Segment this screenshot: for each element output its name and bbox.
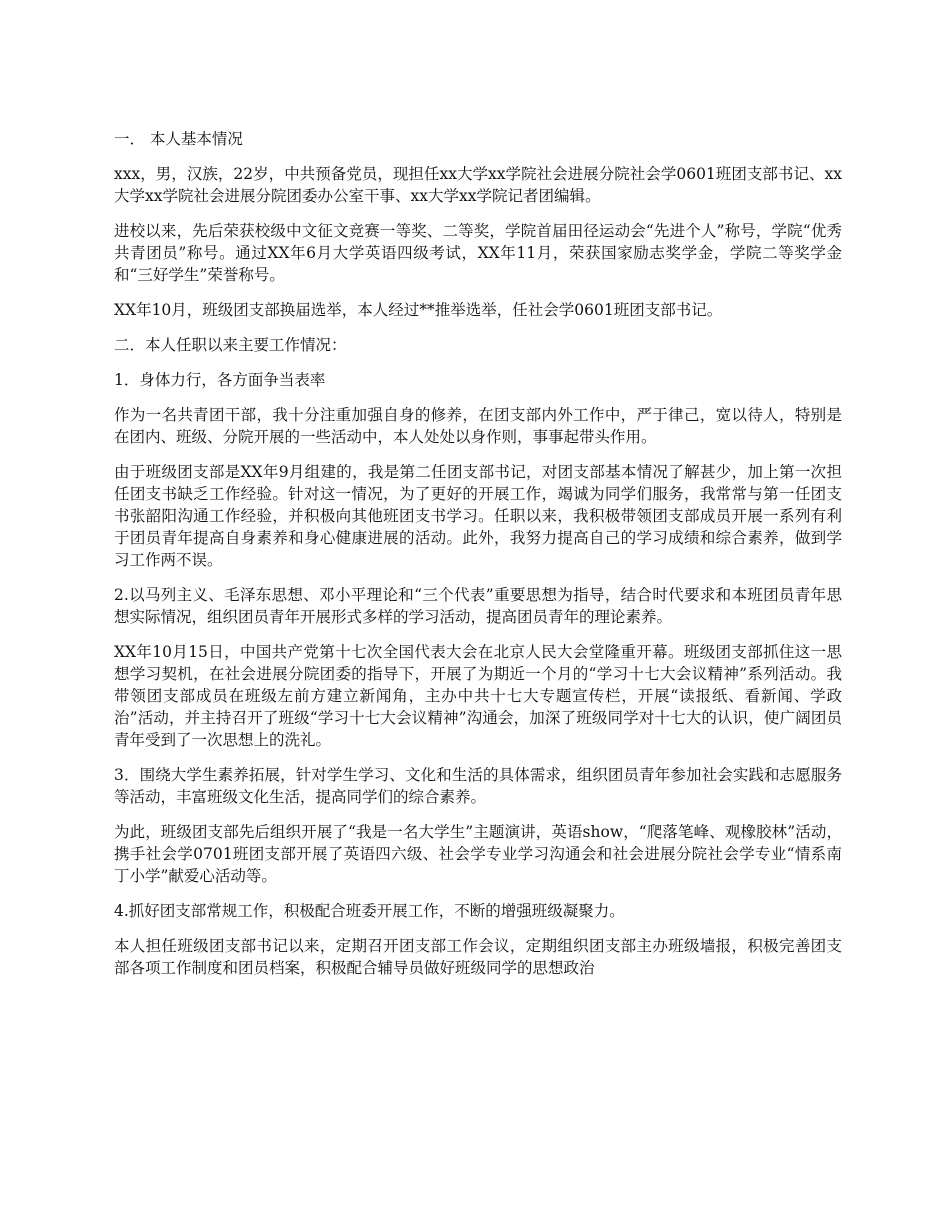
paragraph-awards: 进校以来，先后荣获校级中文征文竞赛一等奖、二等奖，学院首届田径运动会“先进个人”称号，学院“优秀共青团员”称号。通过XX年6月大学英语四级考试，XX年11月，荣获国家励志奖学金，学院二等奖学金和“三好学生”荣誉称号。 — [114, 222, 842, 284]
subheading-routine-work: 4.抓好团支部常规工作，积极配合班委开展工作，不断的增强班级凝聚力。 — [114, 902, 625, 920]
section-heading-work: 二．本人任职以来主要工作情况： — [114, 336, 347, 354]
subheading-quality-development: 3．围绕大学生素养拓展，针对学生学习、文化和生活的具体需求，组织团员青年参加社会实践和志愿服务等活动，丰富班级文化生活，提高同学们的综合素养。 — [114, 766, 842, 806]
paragraph-activities: 为此，班级团支部先后组织开展了“我是一名大学生”主题演讲，英语show，“爬落笔峰、观橡胶林”活动，携手社会学0701班团支部开展了英语四六级、社会学专业学习沟通会和社会进展分院社会学专业“情系南丁小学”献爱心活动等。 — [114, 823, 842, 885]
paragraph-personal-profile: xxx，男，汉族，22岁，中共预备党员，现担任xx大学xx学院社会进展分院社会学0601班团支部书记、xx大学xx学院社会进展分院团委办公室干事、xx大学xx学院记者团编辑。 — [114, 165, 842, 205]
paragraph-self-discipline: 作为一名共青团干部，我十分注重加强自身的修养，在团支部内外工作中，严于律己，宽以待人，特别是在团内、班级、分院开展的一些活动中，本人处处以身作则，事事起带头作用。 — [114, 406, 842, 446]
paragraph-branch-history: 由于班级团支部是XX年9月组建的，我是第二任团支部书记，对团支部基本情况了解甚少，加上第一次担任团支书缺乏工作经验。针对这一情况，为了更好的开展工作，竭诚为同学们服务，我常常与第一任团支书张韶阳沟通工作经验，并积极向其他班团支书学习。任职以来，我积极带领团支部成员开展一系列有利于团员青年提高自身素养和身心健康进展的活动。此外，我努力提高自己的学习成绩和综合素养，做到学习工作两不误。 — [114, 463, 842, 569]
paragraph-routine-work: 本人担任班级团支部书记以来，定期召开团支部工作会议，定期组织团支部主办班级墙报，积极完善团支部各项工作制度和团员档案，积极配合辅导员做好班级同学的思想政治 — [114, 937, 842, 977]
subheading-theory-study: 2.以马列主义、毛泽东思想、邓小平理论和“三个代表”重要思想为指导，结合时代要求和本班团员青年思想实际情况，组织团员青年开展形式多样的学习活动，提高团员青年的理论素养。 — [114, 586, 842, 626]
document-body — [114, 128, 842, 992]
subheading-lead-by-example: 1．身体力行，各方面争当表率 — [114, 371, 326, 389]
section-heading-basic-info: 一． 本人基本情况 — [114, 130, 243, 148]
paragraph-election: XX年10月，班级团支部换届选举，本人经过**推举选举，任社会学0601班团支部书记。 — [114, 301, 723, 319]
paragraph-congress-study: XX年10月15日，中国共产党第十七次全国代表大会在北京人民大会堂隆重开幕。班级团支部抓住这一思想学习契机，在社会进展分院团委的指导下，开展了为期近一个月的“学习十七大会议精神”系列活动。我带领团支部成员在班级左前方建立新闻角，主办中共十七大专题宣传栏，开展“读报纸、看新闻、学政治”活动，并主持召开了班级“学习十七大会议精神”沟通会，加深了班级同学对十七大的认识，使广阔团员青年受到了一次思想上的洗礼。 — [114, 643, 842, 749]
